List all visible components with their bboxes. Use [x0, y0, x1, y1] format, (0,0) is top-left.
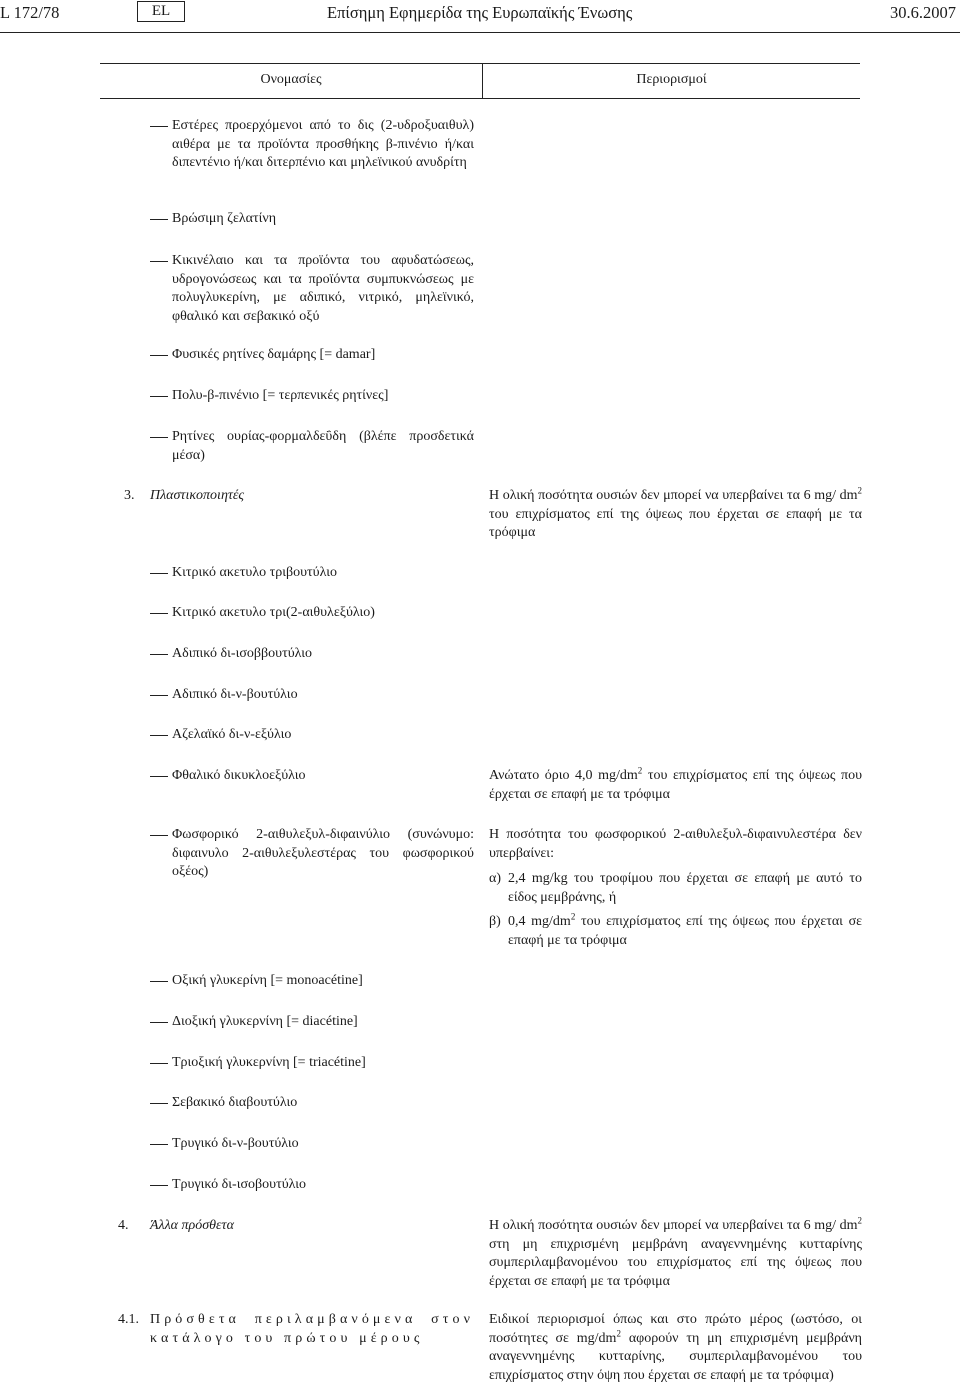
list-item: [150, 1054, 474, 1073]
dash-marker: [150, 1063, 168, 1064]
item-name: Οξική γλυκερίνη [= monoacétine]: [172, 973, 363, 988]
list-item: [150, 826, 474, 882]
list-item: [150, 767, 474, 786]
list-item: [150, 387, 474, 406]
subitem-label: α): [489, 871, 501, 886]
item-name: Κιτρικό ακετυλο τριβουτύλιο: [172, 565, 337, 580]
section-title: Άλλα πρόσθετα: [150, 1218, 234, 1233]
column-header-names: Ονομασίες: [260, 72, 322, 87]
item-name: Σεβακικό διαβουτύλιο: [172, 1095, 298, 1110]
restriction-text: Η ολική ποσότητα ουσιών δεν μπορεί να υπερβαίνει τα 6 mg/ $dm^2$ στη μη επιχρισμένη μεμβράνη αναγεννημένης κυτταρίνης συμπεριλαμβανομένου του επιχρίσματος επί της όψεως που έρχεται σε επαφή με τα τρόφιμα: [489, 1215, 862, 1289]
list-item: [150, 1176, 474, 1195]
item-name: Φθαλικό δικυκλοεξύλιο: [172, 768, 306, 783]
page-reference: L 172/78: [0, 3, 60, 22]
item-name: Τρυγικό δι-ν-βουτύλιο: [172, 1136, 299, 1151]
journal-title: Επίσημη Εφημερίδα της Ευρωπαϊκής Ένωσης: [327, 3, 633, 22]
item-name: Κιτρικό ακετυλο τρι(2-αιθυλεξύλιο): [172, 605, 375, 620]
item-name: Βρώσιμη ζελατίνη: [172, 211, 277, 226]
item-name: Φωσφορικό 2-αιθυλεξυλ-διφαινύλιο (συνώνυμο: διφαινυλο 2-αιθυλεξυλεστέρας του φωσφορικού οξέος): [172, 827, 474, 879]
restriction-subitem: [489, 870, 862, 907]
item-name: Διοξική γλυκερνίνη [= diacétine]: [172, 1014, 358, 1029]
item-name: Τρυγικό δι-ισοβουτύλιο: [172, 1177, 307, 1192]
list-item: [150, 210, 474, 229]
header-rule: [0, 32, 960, 33]
list-item: [150, 645, 474, 664]
section-title: Πλαστικοποιητές: [150, 488, 245, 503]
table-top-rule: [100, 63, 860, 64]
dash-marker: [150, 355, 168, 356]
dash-marker: [150, 219, 168, 220]
list-item: [150, 604, 474, 623]
list-item: [150, 726, 474, 745]
dash-marker: [150, 735, 168, 736]
section-number: 4.1.: [118, 1312, 139, 1327]
subitem-label: β): [489, 914, 501, 929]
list-item: [150, 1013, 474, 1032]
item-name: Τριοξική γλυκερνίνη [= triacétine]: [172, 1055, 366, 1070]
item-name: Κικινέλαιο και τα προϊόντα του αφυδατώσεως, υδρογονώσεως και τα προϊόντα συμπυκνώσεως με πολυγλυκερίνη, με αδιπικό, νιτρικό, μηλεϊνικό, φθαλικό και σεβακικό οξύ: [172, 253, 474, 324]
dash-marker: [150, 613, 168, 614]
restriction-subitem: [489, 913, 862, 950]
restriction-text: Η ολική ποσότητα ουσιών δεν μπορεί να υπερβαίνει τα 6 mg/ $dm^2$ του επιχρίσματος επί της όψεως που έρχεται σε επαφή με τα τρόφιμα: [489, 485, 862, 540]
dash-marker: [150, 1022, 168, 1023]
dash-marker: [150, 835, 168, 836]
item-name: Αζελαϊκό δι-ν-εξύλιο: [172, 727, 292, 742]
restriction-text: Η ποσότητα του φωσφορικού 2-αιθυλεξυλ-διφαινυλεστέρα δεν υπερβαίνει:: [489, 827, 862, 861]
list-item: [150, 117, 474, 173]
subitem-text: 2,4 mg/kg του τροφίμου που έρχεται σε επαφή με αυτό το είδος μεμβράνης, ή: [508, 871, 862, 905]
publication-date: 30.6.2007: [890, 3, 956, 22]
dash-marker: [150, 1103, 168, 1104]
column-header-restrictions: Περιορισμοί: [636, 72, 707, 87]
item-name: Εστέρες προερχόμενοι από το δις (2-υδροξυαιθυλ) αιθέρα με τα προϊόντα προσθήκης β-πινένιο ή/και διπεντένιο ή/και διτερπένιο και μηλεϊνικού ανυδρίτη: [172, 118, 474, 170]
dash-marker: [150, 1185, 168, 1186]
list-item: [150, 972, 474, 991]
list-item: [150, 686, 474, 705]
list-item: [150, 564, 474, 583]
section-number: 4.: [118, 1218, 129, 1233]
table-header-bottom-rule: [100, 98, 860, 99]
list-item: [150, 1135, 474, 1154]
item-name: Αδιπικό δι-ισοββουτύλιο: [172, 646, 313, 661]
dash-marker: [150, 126, 168, 127]
dash-marker: [150, 981, 168, 982]
dash-marker: [150, 261, 168, 262]
item-name: Ρητίνες ουρίας-φορμαλδεΰδη (βλέπε προσδετικά μέσα): [172, 429, 474, 463]
section-number: 3.: [124, 488, 135, 503]
dash-marker: [150, 776, 168, 777]
subitem-text: 0,4 $mg/dm^2$ του επιχρίσματος επί της όψεως που έρχεται σε επαφή με τα τρόφιμα: [508, 911, 863, 948]
language-code-box: EL: [137, 1, 185, 22]
dash-marker: [150, 437, 168, 438]
list-item: [150, 346, 474, 365]
item-name: Πολυ-β-πινένιο [= τερπενικές ρητίνες]: [172, 388, 389, 403]
dash-marker: [150, 396, 168, 397]
list-item: [150, 1094, 474, 1113]
item-name: Αδιπικό δι-ν-βουτύλιο: [172, 687, 298, 702]
restriction-text: Ειδικοί περιορισμοί όπως και στο πρώτο μέρος (ωστόσο, οι ποσότητες σε $mg/dm^2$ αφορούν τη μη επιχρισμένη μεμβράνη αναγεννημένης κυτταρίνης, συμπεριλαμβανομένου του επιχρίσματος στην όψη που έρχεται σε επαφή με τα τρόφιμα): [489, 1312, 862, 1383]
dash-marker: [150, 1144, 168, 1145]
dash-marker: [150, 654, 168, 655]
restriction-text: Ανώτατο όριο 4,0 $mg/dm^2$ του επιχρίσματος επί της όψεως που έρχεται σε επαφή με τα τρόφιμα: [489, 765, 862, 802]
section-title: Πρόσθετα περιλαμβανόμενα στον κατάλογο του πρώτου μέρους: [150, 1312, 474, 1346]
list-item: [150, 428, 474, 465]
item-name: Φυσικές ρητίνες δαμάρης [= damar]: [172, 347, 376, 362]
list-item: [150, 252, 474, 326]
dash-marker: [150, 573, 168, 574]
dash-marker: [150, 695, 168, 696]
